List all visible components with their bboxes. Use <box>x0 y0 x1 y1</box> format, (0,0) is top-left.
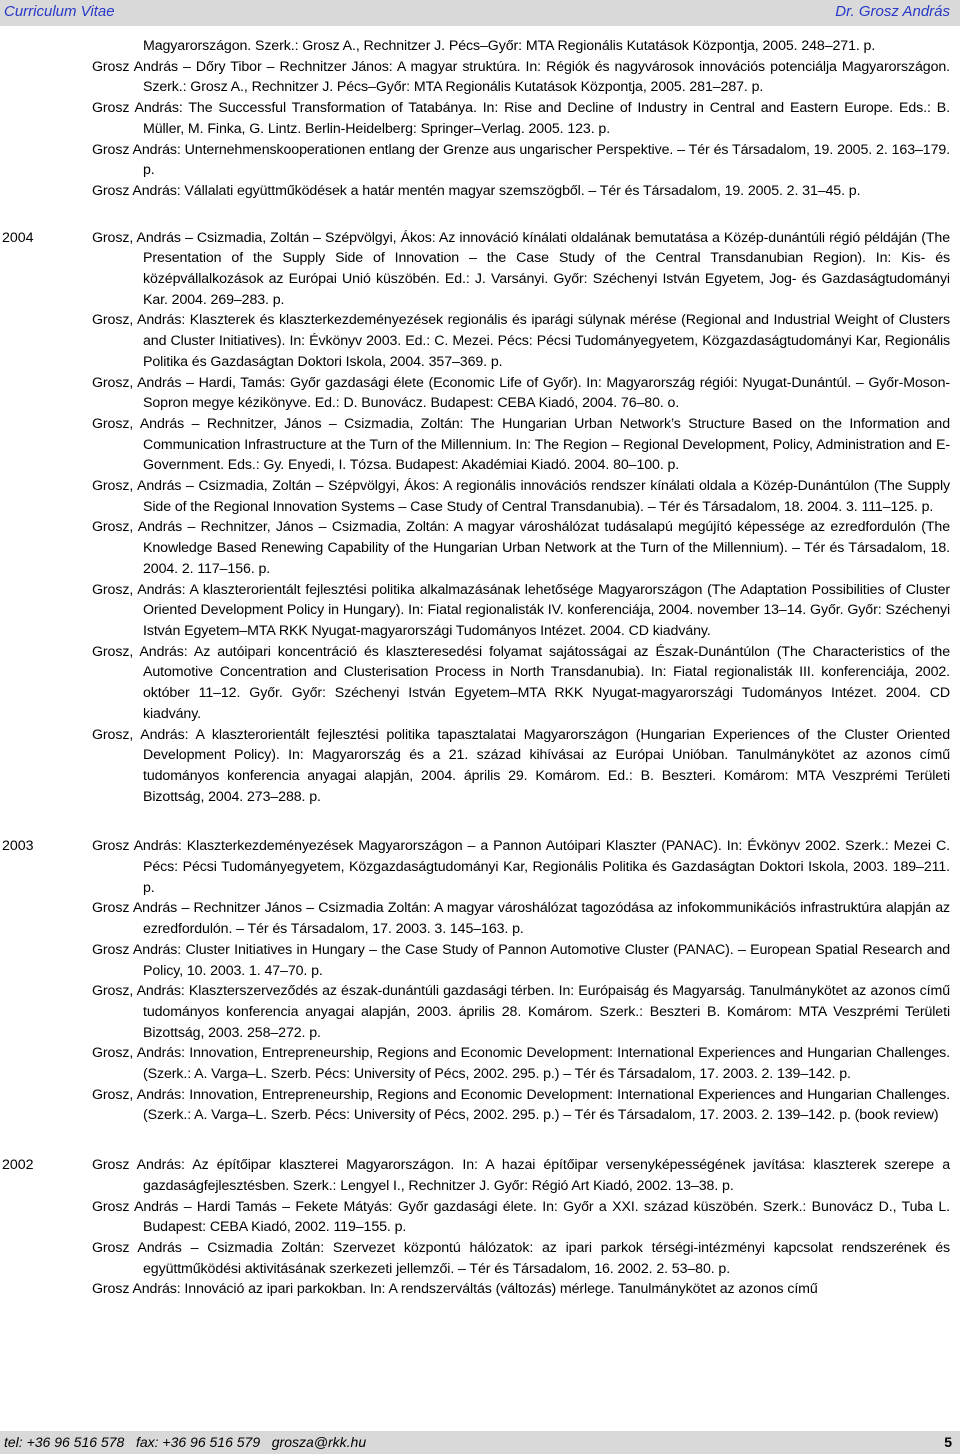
contact-info: tel: +36 96 516 578 fax: +36 96 516 579 grosza@rkk.hu <box>4 1434 367 1450</box>
publication-entry: Grosz András – Csizmadia Zoltán: Szervezet központú hálózatok: az ipari parkok térségi-intézményi kapcsolat rendszerének és együttműködési aktivitásának szerkezeti jellemzői. – Tér és Társadalom, 16. 2002. 2. 53–80. p. <box>92 1239 950 1277</box>
year-section-2003 <box>0 836 960 1126</box>
publication-list <box>0 36 960 1300</box>
publication-entry: Grosz András: The Successful Transformation of Tatabánya. In: Rise and Decline of Industry in Central and Eastern Europe. Eds.: B. Müller, M. Finka, G. Lintz. Berlin-Heidelberg: Springer–Verlag. 2005. 123. p. <box>92 100 950 137</box>
publication-entry: Grosz, András: Klaszterek és klaszterkezdeményezések regionális és iparági súlynak mérése (Regional and Industrial Weight of Clusters and Cluster Initiatives). In: Évkönyv 2003. Ed.: C. Mezei. Pécs: Pécsi Tudományegyetem, Közgazdaságtudományi Kar, Regionális Politika és Gazdaságtan Doktori Iskola, 2004. 357–369. p. <box>92 312 950 370</box>
year-section-2004 <box>0 228 960 808</box>
year-label: 2004 <box>2 229 34 246</box>
publication-entry: Grosz András – Rechnitzer János – Csizmadia Zoltán: A magyar városhálózat tagozódása az infokommunikációs infrastruktúra alapján az ezredfordulón. – Tér és Társadalom, 17. 2003. 3. 145–163. p. <box>92 900 950 938</box>
publication-entry: Grosz András: Az építőipar klaszterei Magyarországon. In: A hazai építőipar versenyképességének javítása: klaszterek szerepe a gazdaságfejlesztésben. Szerk.: Lengyel I., Rechnitzer J. Győr: Régió Art Kiadó, 2002. 13–38. p. <box>92 1157 950 1194</box>
page-number: 5 <box>944 1434 952 1450</box>
publication-entry: Grosz, András: Az autóipari koncentráció és klaszteresedési folyamat sajátosságai az Észak-Dunántúlon (The Characteristics of the Automotive Concentration and Clusterisation Process in North Transdanubia). In: Fiatal regionalisták III. konferenciája, 2002. október 11–12. Győr. Győr: Széchenyi István Egyetem–MTA RKK Nyugat-magyarországi Tudományos Intézet. 2004. CD kiadvány. <box>92 643 950 722</box>
publication-entry: Grosz András: Cluster Initiatives in Hungary – the Case Study of Pannon Automotive Cluster (PANAC). – European Spatial Research and Policy, 10. 2003. 1. 47–70. p. <box>92 941 950 979</box>
publication-entry: Grosz, András – Rechnitzer, János – Csizmadia, Zoltán: A magyar városhálózat tudásalapú megújító képessége az ezredfordulón (The Knowledge Based Renewing Capability of the Hungarian Urban Network at the Turn of the Millennium). – Tér és Társadalom, 18. 2004. 2. 117–156. p. <box>92 519 950 577</box>
publication-entry: Grosz András: Klaszterkezdeményezések Magyarországon – a Pannon Autóipari Klaszter (PANAC). In: Évkönyv 2002. Szerk.: Mezei C. Pécs: Pécsi Tudományegyetem, Közgazdaságtudományi Kar, Regionális Politika és Gazdaságtan Doktori Iskola, 2003. 189–211. p. <box>92 838 950 896</box>
publication-entry: Grosz, András – Hardi, Tamás: Győr gazdasági élete (Economic Life of Győr). In: Magyarország régiói: Nyugat-Dunántúl. – Győr-Moson-Sopron megye kézikönyve. Ed.: D. Bunovácz. Budapest: CEBA Kiadó, 2004. 76–80. o. <box>92 374 950 412</box>
publication-entry: Grosz, András: Innovation, Entrepreneurship, Regions and Economic Development: International Experiences and Hungarian Challenges. (Szerk.: A. Varga–L. Szerb. Pécs: University of Pécs, 2002. 295. p.) – Tér és Társadalom, 17. 2003. 2. 139–142. p. (book review) <box>92 1086 950 1124</box>
year-label: 2003 <box>2 838 34 855</box>
publication-entry: Grosz András – Dőry Tibor – Rechnitzer János: A magyar struktúra. In: Régiók és nagyvárosok innovációs potenciálja Magyarországon. Szerk.: Grosz A., Rechnitzer J. Pécs–Győr: MTA Regionális Kutatások Központja, 2005. 281–287. p. <box>92 58 950 96</box>
publication-entry: Grosz, András: A klaszterorientált fejlesztési politika tapasztalatai Magyarországon (Hungarian Experiences of the Cluster Oriented Development Policy). In: Magyarország és a 21. század kihívásai az Európai Unióban. Tanulmánykötet az azonos című tudományos konferencia anyagai alapján, 2004. április 29. Komárom. Ed.: B. Beszteri. Komárom: MTA Veszprémi Területi Bizottság, 2004. 273–288. p. <box>92 726 950 805</box>
publication-entry: Magyarországon. Szerk.: Grosz A., Rechnitzer J. Pécs–Győr: MTA Regionális Kutatások Központja, 2005. 248–271. p. <box>143 38 876 54</box>
year-label: 2002 <box>2 1157 34 1174</box>
author-name: Dr. Grosz András <box>835 3 950 20</box>
publication-entry: Grosz András: Vállalati együttműködések a határ mentén magyar szemszögből. – Tér és Társadalom, 19. 2005. 2. 31–45. p. <box>92 182 861 199</box>
publication-entry: Grosz András – Hardi Tamás – Fekete Mátyás: Győr gazdasági élete. In: Győr a XXI. század küszöbén. Szerk.: Bunovácz D., Tuba L. Budapest: CEBA Kiadó, 2002. 119–155. p. <box>92 1198 950 1236</box>
publication-entry: Grosz, András – Rechnitzer, János – Csizmadia, Zoltán: The Hungarian Urban Network’s Structure Based on the Information and Communication Infrastructure at the Turn of the Millennium. In: The Region – Regional Development, Policy, Administration and E-Government. Eds.: Gy. Enyedi, I. Tózsa. Budapest: Akadémiai Kiadó. 2004. 80–100. p. <box>92 415 950 474</box>
page-header <box>0 0 960 26</box>
publication-entry: Grosz, András – Csizmadia, Zoltán – Szépvölgyi, Ákos: Az innováció kínálati oldalának bemutatása a Közép-dunántúli régió példáján (The Presentation of the Supply Side of Innovation – the Case Study of the Central Transdanubian Region). In: Kis- és középvállalkozások az Európai Unió küszöbén. Ed.: J. Varsányi. Győr: Széchenyi István Egyetem, Jog- és Gazdaságtudományi Kar. 2004. 269–283. p. <box>92 229 950 308</box>
continued-section <box>0 36 960 202</box>
page-footer <box>0 1431 960 1454</box>
publication-entry: Grosz, András: Innovation, Entrepreneurship, Regions and Economic Development: International Experiences and Hungarian Challenges. (Szerk.: A. Varga–L. Szerb. Pécs: University of Pécs, 2002. 295. p.) – Tér és Társadalom, 17. 2003. 2. 139–142. p. <box>92 1045 950 1083</box>
publication-entry: Grosz, András: A klaszterorientált fejlesztési politika alkalmazásának lehetősége Magyarországon (The Adaptation Possibilities of Cluster Oriented Development Policy in Hungary). In: Fiatal regionalisták IV. konferenciája, 2004. november 13–14. Győr. Győr: Széchenyi István Egyetem–MTA RKK Nyugat-magyarországi Tudományos Intézet. 2004. CD kiadvány. <box>92 581 950 639</box>
publication-entry: Grosz András: Innováció az ipari parkokban. In: A rendszerváltás (változás) mérlege. Tanulmánykötet az azonos című <box>92 1281 818 1298</box>
publication-entry: Grosz, András – Csizmadia, Zoltán – Szépvölgyi, Ákos: A regionális innovációs rendszer kínálati oldala a Közép-Dunántúlon (The Supply Side of the Regional Innovation Systems – Case Study of Central Transdanubia). – Tér és Társadalom, 18. 2004. 3. 111–125. p. <box>92 478 950 515</box>
year-section-2002 <box>0 1155 960 1300</box>
publication-entry: Grosz, András: Klaszterszerveződés az észak-dunántúli gazdasági térben. In: Európaiság és Magyarság. Tanulmánykötet az azonos című tudományos konferencia anyagai alapján, 2003. április 28. Komárom. Szerk.: Beszteri B. Komárom: MTA Veszprémi Területi Bizottság, 2003. 258–272. p. <box>92 983 950 1041</box>
publication-entry: Grosz András: Unternehmenskooperationen entlang der Grenze aus ungarischer Perspektive. – Tér és Társadalom, 19. 2005. 2. 163–179. p. <box>92 141 950 179</box>
document-title: Curriculum Vitae <box>4 3 115 20</box>
